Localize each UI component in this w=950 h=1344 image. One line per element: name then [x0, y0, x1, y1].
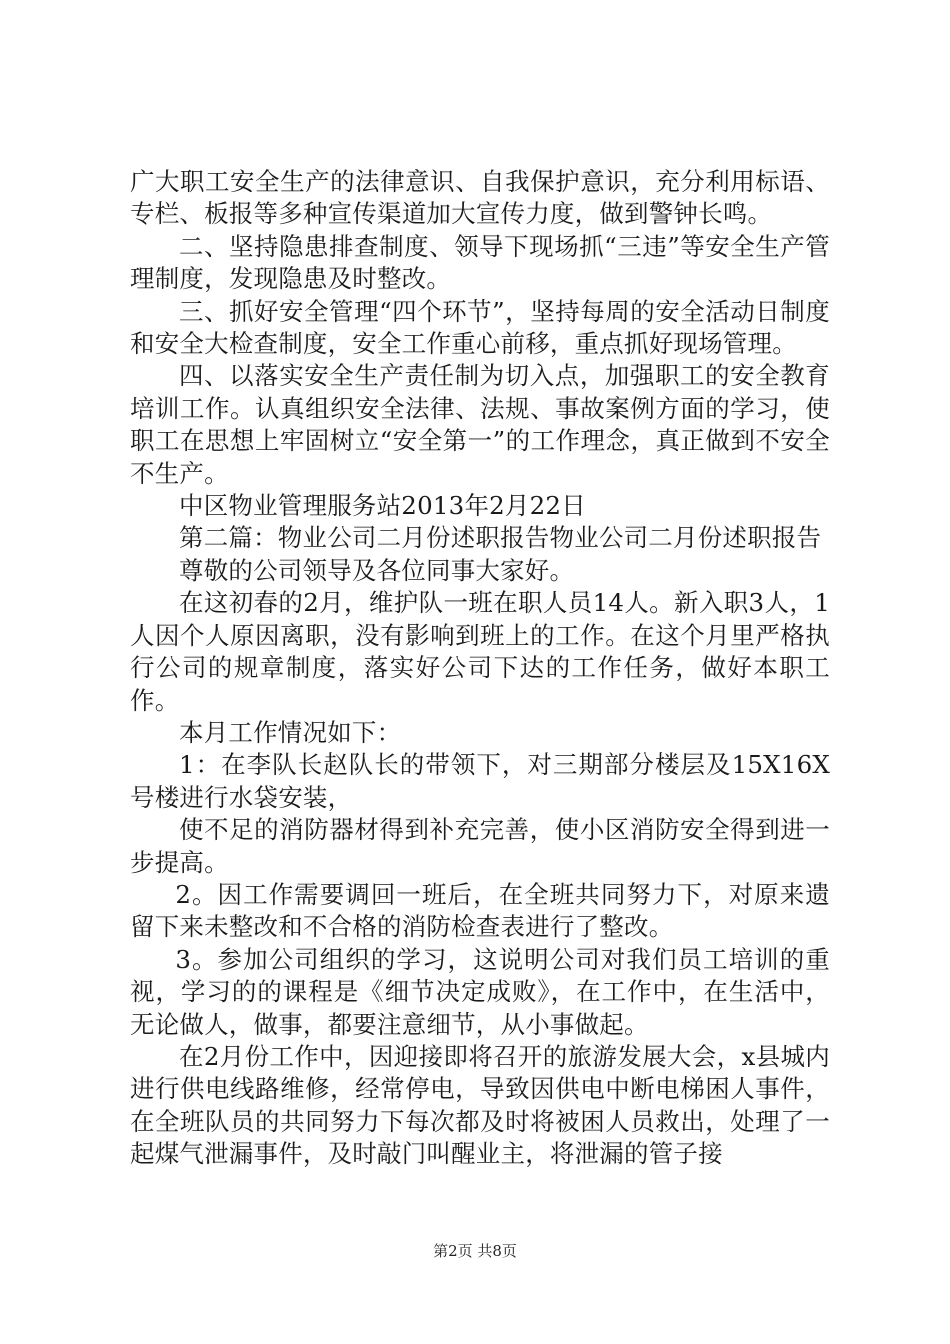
paragraph-work-2: 2。因工作需要调回一班后，在全班共同努力下，对原来遗留下来未整改和不合格的消防检查表进行了整改。: [130, 879, 830, 942]
page-number-footer: 第2页 共8页: [433, 1242, 517, 1260]
paragraph-item-3: 三、抓好安全管理“四个环节”，坚持每周的安全活动日制度和安全大检查制度，安全工作重心前移，重点抓好现场管理。: [130, 296, 830, 359]
signature-date: 中区物业管理服务站2013年2月22日: [179, 491, 586, 521]
paragraph-work-1-continued: 使不足的消防器材得到补充完善，使小区消防安全得到进一步提高。: [130, 815, 830, 877]
paragraph-work-1: 1：在李队长赵队长的带领下，对三期部分楼层及15X16X号楼进行水袋安装，: [130, 750, 830, 812]
document-body: [130, 166, 830, 1171]
section-heading: 第二篇：物业公司二月份述职报告物业公司二月份述职报告: [179, 523, 822, 553]
paragraph-item-2: 二、坚持隐患排查制度、领导下现场抓“三违”等安全生产管理制度，发现隐患及时整改。: [130, 231, 830, 294]
paragraph-february-work: 在2月份工作中，因迎接即将召开的旅游发展大会，x县城内进行供电线路维修，经常停电，导致因供电中断电梯困人事件，在全班队员的共同努力下每次都及时将被困人员救出，处理了一起煤气泄漏事件，及时敲门叫醒业主，将泄漏的管子接: [130, 1041, 830, 1169]
paragraph-continuation: 广大职工安全生产的法律意识、自我保护意识，充分利用标语、专栏、板报等多种宣传渠道加大宣传力度，做到警钟长鸣。: [130, 167, 830, 229]
paragraph-intro: 在这初春的2月，维护队一班在职人员14人。新入职3人，1人因个人原因离职，没有影响到班上的工作。在这个月里严格执行公司的规章制度，落实好公司下达的工作任务，做好本职工作。: [130, 588, 830, 715]
greeting: 尊敬的公司领导及各位同事大家好。: [179, 555, 575, 585]
paragraph-work-3: 3。参加公司组织的学习，这说明公司对我们员工培训的重视，学习的的课程是《细节决定成败》，在工作中，在生活中，无论做人，做事，都要注意细节，从小事做起。: [130, 944, 830, 1039]
paragraph-work-summary-heading: 本月工作情况如下：: [179, 717, 402, 747]
paragraph-item-4: 四、以落实安全生产责任制为切入点，加强职工的安全教育培训工作。认真组织安全法律、法规、事故案例方面的学习，使职工在思想上牢固树立“安全第一”的工作理念，真正做到不安全不生产。: [130, 361, 830, 488]
